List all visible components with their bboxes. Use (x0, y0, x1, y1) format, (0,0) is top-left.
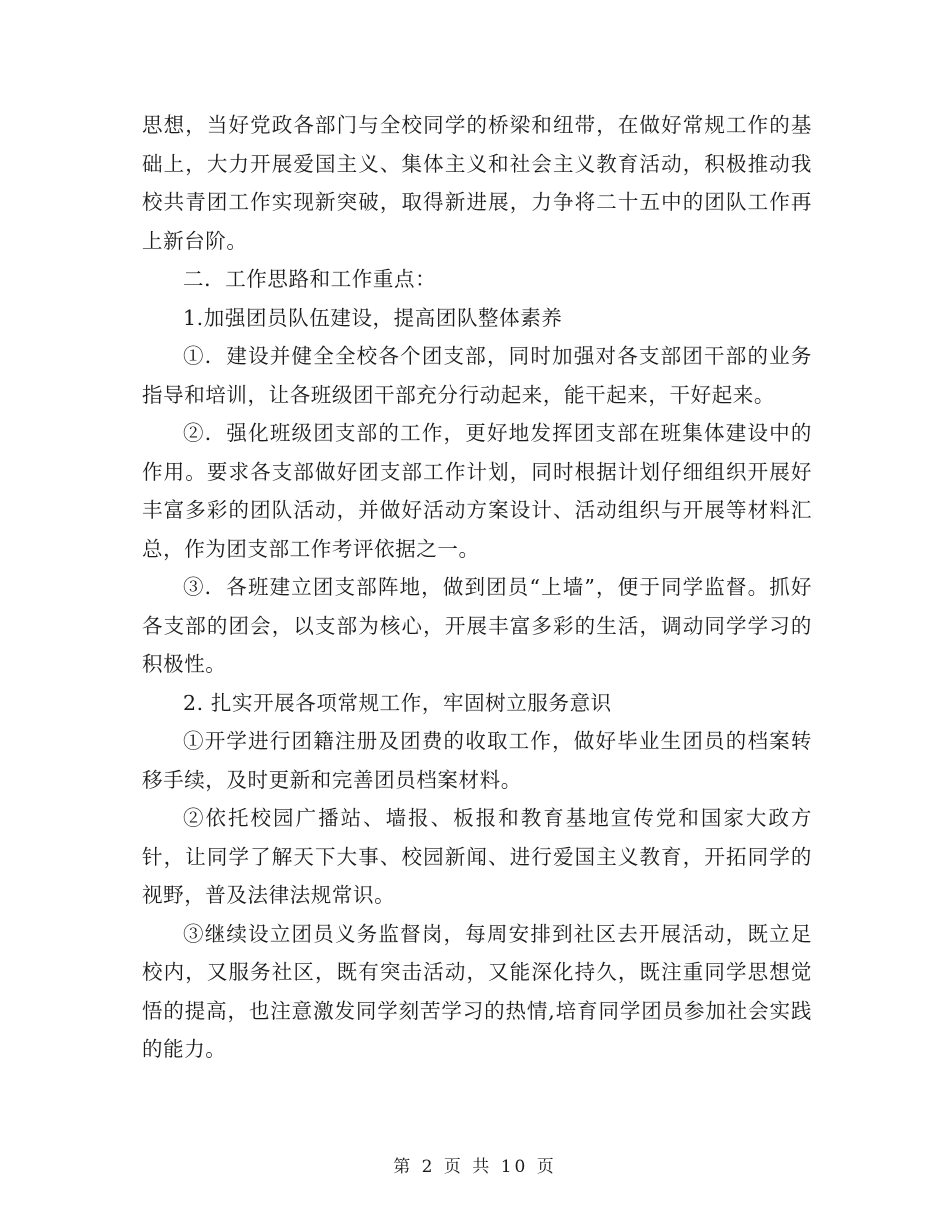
paragraph-item-1-1: ①．建设并健全全校各个团支部，同时加强对各支部团干部的业务指导和培训，让各班级团干部充分行动起来，能干起来，干好起来。 (142, 344, 812, 407)
subheading-routine-work: 2. 扎实开展各项常规工作，牢固树立服务意识 (183, 690, 612, 715)
paragraph-item-2-3: ③继续设立团员义务监督岗，每周安排到社区去开展活动，既立足校内，又服务社区，既有突击活动，又能深化持久，既注重同学思想觉悟的提高，也注意激发同学刻苦学习的热情,培育同学团员参加社会实践的能力。 (142, 921, 812, 1061)
paragraph-intro-continuation: 思想，当好党政各部门与全校同学的桥梁和纽带，在做好常规工作的基础上，大力开展爱国主义、集体主义和社会主义教育活动，积极推动我校共青团工作实现新突破，取得新进展，力争将二十五中的团队工作再上新台阶。 (142, 113, 812, 253)
page-number-footer: 第 2 页 共 10 页 (393, 1157, 557, 1177)
paragraph-item-1-2: ②．强化班级团支部的工作，更好地发挥团支部在班集体建设中的作用。要求各支部做好团支部工作计划，同时根据计划仔细组织开展好丰富多彩的团队活动，并做好活动方案设计、活动组织与开展等材料汇总，作为团支部工作考评依据之一。 (142, 421, 812, 561)
subheading-team-building: 1.加强团员队伍建设，提高团队整体素养 (183, 305, 563, 330)
section-heading-work-ideas: 二．工作思路和工作重点： (183, 267, 437, 291)
paragraph-item-1-3: ③．各班建立团支部阵地，做到团员“上墙”，便于同学监督。抓好各支部的团会，以支部为核心，开展丰富多彩的生活，调动同学学习的积极性。 (142, 575, 812, 676)
paragraph-item-2-1: ①开学进行团籍注册及团费的收取工作，做好毕业生团员的档案转移手续，及时更新和完善团员档案材料。 (142, 729, 812, 792)
document-body (142, 106, 812, 1069)
paragraph-item-2-2: ②依托校园广播站、墙报、板报和教育基地宣传党和国家大政方针，让同学了解天下大事、校园新闻、进行爱国主义教育，开拓同学的视野，普及法律法规常识。 (142, 806, 812, 907)
